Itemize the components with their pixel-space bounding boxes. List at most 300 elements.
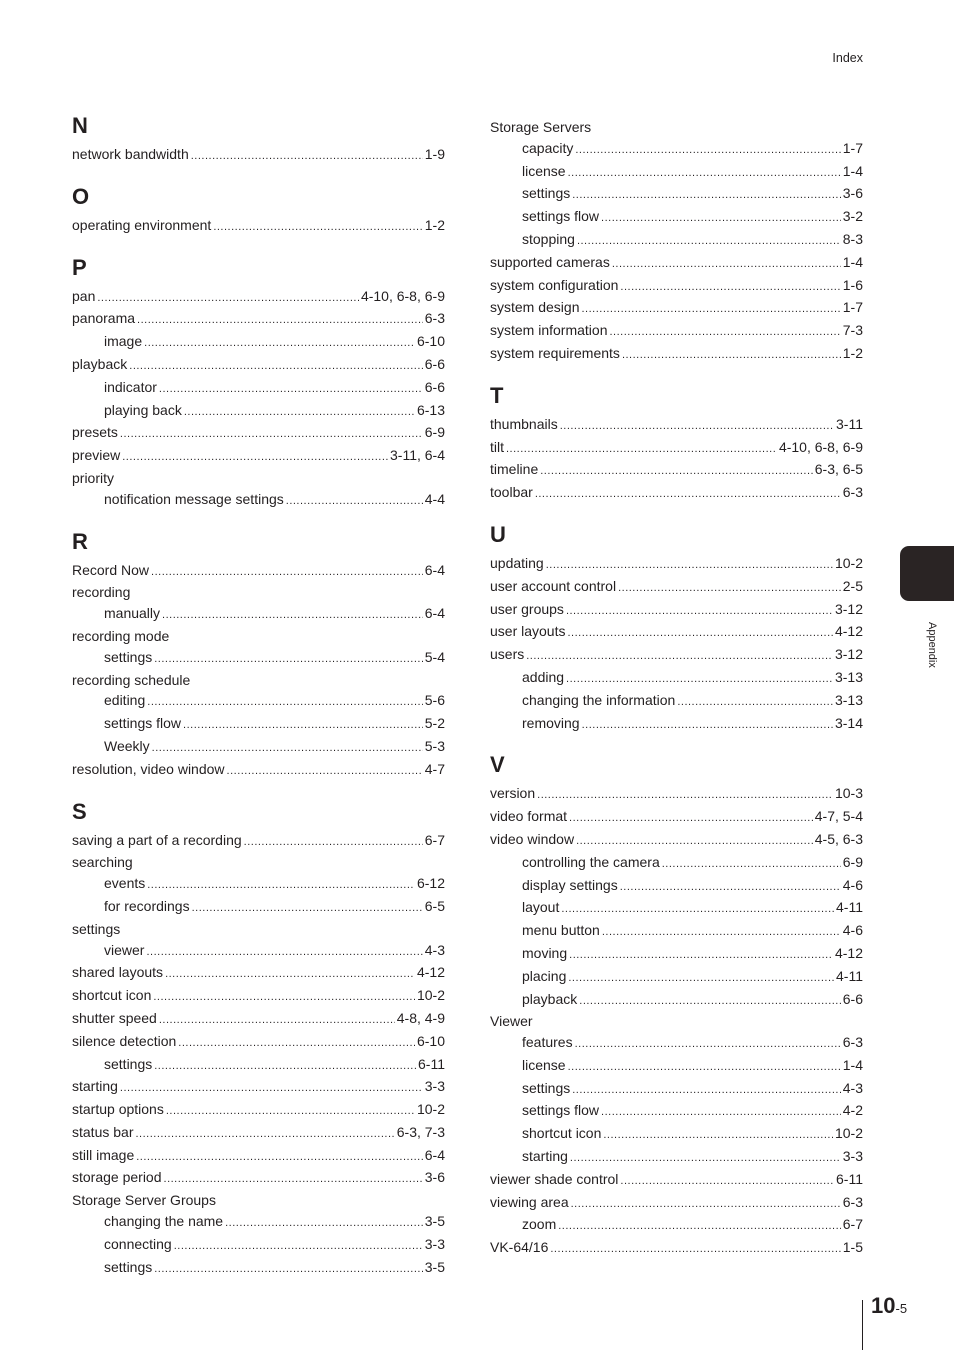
leader-dots: [146, 942, 422, 963]
index-entry: [72, 962, 445, 985]
index-subentry: [490, 1032, 863, 1055]
index-term: placing: [522, 967, 567, 984]
leader-dots: [601, 1102, 841, 1123]
index-subentry: [72, 1234, 445, 1257]
index-term: video format: [490, 808, 568, 825]
index-term: settings: [104, 1055, 153, 1072]
index-term: settings flow: [522, 1102, 600, 1119]
leader-dots: [120, 424, 423, 445]
index-page-ref: 7-3: [842, 322, 863, 339]
leader-dots: [192, 898, 423, 919]
index-page-ref: 8-3: [842, 230, 863, 247]
index-page-ref: 6-10: [416, 333, 445, 350]
index-entry: [72, 1167, 445, 1190]
leader-dots: [581, 299, 840, 320]
leader-dots: [154, 1056, 416, 1077]
index-page-ref: 4-4: [424, 490, 445, 507]
leader-dots: [183, 715, 423, 736]
index-page-ref: 6-10: [416, 1032, 445, 1049]
index-column-right: [490, 117, 863, 1276]
index-subentry: [490, 920, 863, 943]
index-page-ref: 6-4: [424, 561, 445, 578]
leader-dots: [603, 1125, 833, 1146]
index-page-ref: 6-4: [424, 605, 445, 622]
index-subentry: [490, 852, 863, 875]
index-page-ref: 5-2: [424, 715, 445, 732]
index-term: notification message settings: [104, 490, 284, 507]
index-term: display settings: [522, 876, 618, 893]
index-subentry: [72, 1054, 445, 1077]
leader-dots: [576, 831, 813, 852]
index-term: for recordings: [104, 897, 190, 914]
leader-dots: [572, 185, 841, 206]
index-entry: [490, 783, 863, 806]
index-page-ref: 1-6: [842, 276, 863, 293]
index-term: system configuration: [490, 276, 619, 293]
index-page-ref: 6-3: [424, 310, 445, 327]
index-entry: [490, 343, 863, 366]
index-page-ref: 6-3: [842, 1034, 863, 1051]
index-entry: [72, 985, 445, 1008]
index-term: Storage Servers: [490, 119, 592, 135]
index-entry: [72, 852, 445, 873]
index-page-ref: 10-2: [834, 1125, 863, 1142]
index-term: controlling the camera: [522, 853, 660, 870]
index-term: silence detection: [72, 1032, 177, 1049]
leader-dots: [286, 491, 423, 512]
index-term: priority: [72, 469, 115, 486]
index-page-ref: 4-7: [424, 760, 445, 777]
leader-dots: [147, 692, 423, 713]
index-entry: [490, 576, 863, 599]
index-subentry: [72, 331, 445, 354]
index-term: thumbnails: [490, 415, 558, 432]
page-suffix: -5: [895, 1301, 908, 1316]
index-term: Viewer: [490, 1013, 533, 1030]
leader-dots: [609, 322, 840, 343]
index-subentry: [490, 1146, 863, 1169]
leader-dots: [227, 761, 423, 782]
index-page-ref: 6-7: [424, 831, 445, 848]
index-subentry: [72, 690, 445, 713]
index-entry: [72, 560, 445, 583]
index-section: [72, 528, 445, 782]
index-term: menu button: [522, 922, 600, 939]
index-page-ref: 4-8, 4-9: [396, 1009, 445, 1026]
index-entry: [72, 1099, 445, 1122]
index-subentry: [72, 873, 445, 896]
leader-dots: [560, 416, 834, 437]
index-subentry: [490, 206, 863, 229]
leader-dots: [162, 605, 423, 626]
index-term: recording: [72, 584, 131, 601]
index-term: user account control: [490, 577, 617, 594]
index-entry: [490, 1237, 863, 1260]
index-page-ref: 4-3: [842, 1079, 863, 1096]
index-term: recording mode: [72, 627, 170, 644]
index-subentry: [490, 1100, 863, 1123]
index-term: shortcut icon: [72, 987, 152, 1004]
index-page-ref: 1-2: [842, 344, 863, 361]
index-subentry: [490, 667, 863, 690]
leader-dots: [566, 669, 833, 690]
index-term: moving: [522, 944, 568, 961]
index-term: startup options: [72, 1101, 164, 1118]
index-section: [72, 112, 445, 167]
index-term: resolution, video window: [72, 760, 225, 777]
index-page-ref: 1-4: [842, 1056, 863, 1073]
leader-dots: [579, 991, 841, 1012]
index-term: user groups: [490, 600, 564, 617]
index-entry: [72, 1145, 445, 1168]
index-entry: [72, 1031, 445, 1054]
index-section: [490, 382, 863, 505]
index-page-ref: 4-5, 6-3: [814, 830, 863, 847]
chapter-tab: [900, 546, 954, 601]
index-entry: [490, 414, 863, 437]
index-subentry: [72, 647, 445, 670]
index-page-ref: 5-6: [424, 692, 445, 709]
leader-dots: [152, 738, 423, 759]
index-section: [72, 254, 445, 512]
index-page-ref: 1-4: [842, 162, 863, 179]
page-chapter: 10: [871, 1293, 896, 1318]
running-header: Index: [832, 51, 863, 65]
index-page-ref: 3-6: [424, 1169, 445, 1186]
index-entry: [490, 297, 863, 320]
leader-dots: [136, 1147, 423, 1168]
index-term: presets: [72, 424, 118, 441]
index-page-ref: 3-14: [834, 714, 863, 731]
index-entry: [72, 1076, 445, 1099]
index-subentry: [72, 489, 445, 512]
index-page-ref: 4-12: [834, 944, 863, 961]
index-page-ref: 1-2: [424, 216, 445, 233]
index-page-ref: 4-12: [416, 964, 445, 981]
leader-dots: [582, 715, 833, 736]
index-page-ref: 6-9: [424, 424, 445, 441]
index-term: layout: [522, 899, 560, 916]
leader-dots: [566, 601, 833, 622]
leader-dots: [213, 217, 422, 238]
index-page-ref: 3-11, 6-4: [390, 447, 445, 464]
index-page-ref: 6-3: [842, 1193, 863, 1210]
leader-dots: [540, 461, 813, 482]
leader-dots: [166, 1101, 415, 1122]
index-term: system design: [490, 299, 580, 316]
leader-dots: [569, 945, 833, 966]
index-entry: [72, 670, 445, 691]
index-subentry: [490, 1078, 863, 1101]
index-term: user layouts: [490, 623, 566, 640]
leader-dots: [570, 1148, 841, 1169]
index-term: settings: [522, 1079, 571, 1096]
leader-dots: [558, 1216, 841, 1237]
index-page-ref: 4-11: [836, 967, 863, 984]
index-page-ref: 4-3: [424, 941, 445, 958]
index-entry: [490, 1192, 863, 1215]
leader-dots: [561, 899, 834, 920]
index-section: [72, 798, 445, 1280]
index-term: playing back: [104, 401, 182, 418]
index-page-ref: 1-7: [842, 139, 863, 156]
index-page-ref: 4-12: [834, 623, 863, 640]
leader-dots: [546, 555, 833, 576]
index-term: recording schedule: [72, 671, 191, 688]
index-term: image: [104, 333, 143, 350]
index-page-ref: 10-2: [834, 554, 863, 571]
leader-dots: [178, 1033, 415, 1054]
index-subentry: [490, 943, 863, 966]
index-term: adding: [522, 668, 565, 685]
index-term: storage period: [72, 1169, 162, 1186]
index-page-ref: 3-11: [836, 415, 863, 432]
index-subentry: [490, 229, 863, 252]
section-letter: V: [490, 752, 505, 778]
leader-dots: [154, 649, 423, 670]
index-entry: [490, 644, 863, 667]
index-page-ref: 10-2: [416, 987, 445, 1004]
index-entry: [490, 459, 863, 482]
index-page-ref: 4-7, 5-4: [814, 808, 863, 825]
leader-dots: [618, 578, 841, 599]
index-section: [72, 183, 445, 238]
index-entry: [490, 437, 863, 460]
index-entry: [72, 830, 445, 853]
leader-dots: [568, 968, 834, 989]
index-entry: [490, 829, 863, 852]
index-entry: [72, 215, 445, 238]
index-subentry: [490, 713, 863, 736]
leader-dots: [550, 1239, 840, 1260]
index-term: network bandwidth: [72, 146, 189, 162]
index-entry: [72, 445, 445, 468]
index-term: video window: [490, 830, 575, 847]
leader-dots: [154, 1259, 423, 1280]
index-entry: [490, 320, 863, 343]
index-page-ref: 4-11: [836, 899, 863, 916]
index-entry: [490, 1169, 863, 1192]
leader-dots: [122, 447, 388, 468]
index-entry: [490, 482, 863, 505]
index-term: license: [522, 162, 566, 179]
index-entry: [490, 275, 863, 298]
index-page-ref: 6-9: [842, 853, 863, 870]
leader-dots: [129, 356, 423, 377]
index-subentry: [490, 161, 863, 184]
index-entry: [490, 599, 863, 622]
index-page-ref: 6-3, 7-3: [396, 1123, 445, 1140]
index-subentry: [72, 940, 445, 963]
leader-dots: [569, 808, 813, 829]
index-term: tilt: [490, 438, 504, 455]
footer-rule: [862, 1300, 863, 1350]
leader-dots: [506, 439, 777, 460]
index-subentry: [490, 989, 863, 1012]
page-number: [871, 1293, 907, 1319]
leader-dots: [677, 692, 833, 713]
index-page-ref: 6-13: [416, 401, 445, 418]
section-letter: P: [72, 254, 87, 280]
index-subentry: [72, 896, 445, 919]
index-term: searching: [72, 854, 133, 871]
index-page-ref: 1-4: [842, 253, 863, 270]
leader-dots: [537, 785, 833, 806]
index-page-ref: 3-12: [834, 600, 863, 617]
leader-dots: [662, 854, 841, 875]
leader-dots: [225, 1213, 423, 1234]
leader-dots: [577, 231, 841, 252]
index-subentry: [490, 138, 863, 161]
leader-dots: [620, 277, 840, 298]
leader-dots: [571, 1194, 841, 1215]
index-term: settings: [72, 920, 121, 937]
index-entry: [72, 1008, 445, 1031]
index-page-ref: 6-11: [418, 1055, 445, 1072]
index-term: pan: [72, 287, 96, 304]
leader-dots: [174, 1236, 423, 1257]
index-page-ref: 3-13: [834, 691, 863, 708]
leader-dots: [244, 832, 423, 853]
index-term: changing the information: [522, 691, 676, 708]
leader-dots: [535, 484, 841, 505]
index-entry: [490, 553, 863, 576]
index-term: indicator: [104, 378, 157, 395]
index-term: VK-64/16: [490, 1239, 549, 1256]
index-subentry: [490, 183, 863, 206]
index-term: timeline: [490, 461, 539, 478]
index-page-ref: 3-6: [842, 185, 863, 202]
index-page-ref: 3-3: [424, 1235, 445, 1252]
index-page-ref: 3-2: [842, 208, 863, 225]
index-page-ref: 10-3: [834, 785, 863, 802]
index-term: license: [522, 1056, 566, 1073]
index-page-ref: 3-12: [834, 646, 863, 663]
index-page-ref: 1-7: [842, 299, 863, 316]
index-term: manually: [104, 605, 161, 622]
leader-dots: [191, 146, 423, 167]
index-entry: [490, 117, 863, 138]
index-page-ref: 4-2: [842, 1102, 863, 1119]
index-page-ref: 6-3, 6-5: [814, 461, 863, 478]
index-page-ref: 1-9: [424, 146, 445, 162]
index-subentry: [72, 736, 445, 759]
index-page-ref: 6-6: [842, 990, 863, 1007]
index-page-ref: 10-2: [416, 1101, 445, 1118]
index-term: panorama: [72, 310, 136, 327]
index-subentry: [72, 1257, 445, 1280]
section-letter: R: [72, 528, 88, 554]
index-page-ref: 4-6: [842, 876, 863, 893]
index-entry: [490, 621, 863, 644]
index-entry: [72, 308, 445, 331]
index-term: version: [490, 785, 536, 802]
index-term: removing: [522, 714, 580, 731]
index-page-ref: 6-7: [842, 1216, 863, 1233]
index-term: updating: [490, 554, 544, 571]
section-letter: T: [490, 382, 504, 408]
index-page-ref: 4-10, 6-8, 6-9: [778, 438, 863, 455]
index-page-ref: 5-4: [424, 648, 445, 665]
index-subentry: [72, 1211, 445, 1234]
index-term: editing: [104, 692, 146, 709]
leader-dots: [137, 310, 423, 331]
index-subentry: [490, 875, 863, 898]
leader-dots: [568, 163, 841, 184]
index-subentry: [490, 966, 863, 989]
index-page-ref: 6-6: [424, 378, 445, 395]
index-term: connecting: [104, 1235, 172, 1252]
index-term: system requirements: [490, 344, 620, 361]
index-term: still image: [72, 1146, 135, 1163]
index-term: users: [490, 646, 525, 663]
index-term: viewer: [104, 941, 145, 958]
index-page-ref: 2-5: [842, 577, 863, 594]
index-page-ref: 3-5: [424, 1213, 445, 1230]
index-section: [490, 751, 863, 1260]
index-term: toolbar: [490, 484, 533, 501]
index-subentry: [72, 377, 445, 400]
index-term: starting: [72, 1078, 118, 1095]
index-term: shared layouts: [72, 964, 164, 981]
leader-dots: [159, 379, 423, 400]
index-entry: [72, 1190, 445, 1211]
leader-dots: [184, 402, 415, 423]
index-page-ref: 6-11: [836, 1170, 863, 1187]
leader-dots: [575, 140, 840, 161]
index-term: playback: [522, 990, 578, 1007]
index-entry: [72, 759, 445, 782]
leader-dots: [147, 875, 415, 896]
index-subentry: [490, 690, 863, 713]
leader-dots: [575, 1034, 841, 1055]
leader-dots: [151, 562, 423, 583]
index-entry: [490, 252, 863, 275]
index-page-ref: 3-3: [424, 1078, 445, 1095]
index-term: Record Now: [72, 561, 150, 578]
leader-dots: [153, 987, 415, 1008]
index-term: stopping: [522, 230, 575, 247]
index-subentry: [72, 400, 445, 423]
index-entry: [72, 144, 445, 167]
leader-dots: [120, 1078, 423, 1099]
index-page-ref: 3-5: [424, 1258, 445, 1275]
index-term: shortcut icon: [522, 1125, 602, 1142]
leader-dots: [568, 1057, 841, 1078]
index-term: zoom: [522, 1216, 557, 1233]
section-letter: N: [72, 113, 88, 138]
index-term: settings: [104, 648, 153, 665]
index-column-left: [72, 112, 445, 1295]
index-page-ref: 5-3: [424, 737, 445, 754]
leader-dots: [622, 345, 841, 366]
leader-dots: [602, 922, 841, 943]
index-subentry: [72, 603, 445, 626]
index-term: changing the name: [104, 1213, 224, 1230]
leader-dots: [567, 623, 832, 644]
index-page-ref: 6-4: [424, 1146, 445, 1163]
index-term: playback: [72, 355, 128, 372]
index-term: settings flow: [522, 208, 600, 225]
index-term: features: [522, 1034, 573, 1051]
index-entry: [490, 1011, 863, 1032]
index-section: [490, 521, 863, 735]
index-entry: [72, 582, 445, 603]
index-subentry: [490, 897, 863, 920]
index-term: settings flow: [104, 715, 182, 732]
index-entry: [72, 468, 445, 489]
index-page-ref: 4-10, 6-8, 6-9: [360, 287, 445, 304]
